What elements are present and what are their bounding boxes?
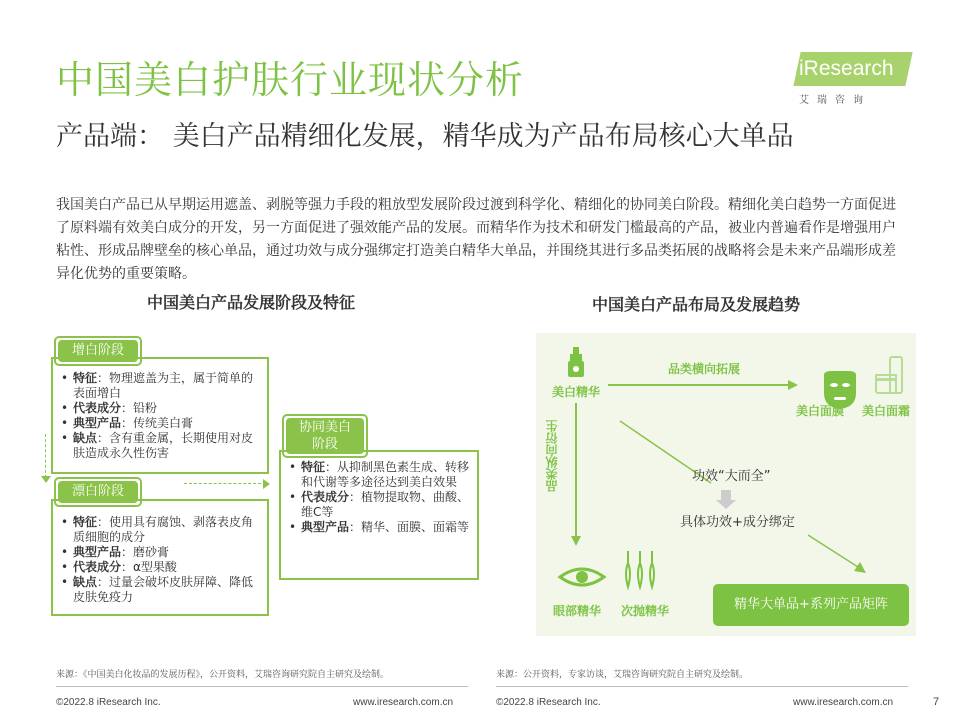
eye-icon: [560, 569, 604, 585]
vertical-derivation-label: 品类纵向衍生: [545, 420, 559, 492]
stage1-tag: 增白阶段: [58, 340, 138, 362]
logo-subtitle: 艾瑞咨询: [799, 95, 871, 106]
stage2-box: [51, 499, 269, 616]
stage2-feature: • 特征：使用具有腐蚀、剥落表皮角质细胞的成分: [59, 515, 265, 545]
footer-divider-right: [496, 686, 908, 687]
intro-paragraph: 我国美白产品已从早期运用遮盖、剥脱等强力手段的粗放型发展阶段过渡到科学化、精细化的协同美白阶段。精细化美白趋势一方面促进了原料端有效美白成分的开发，另一方面促进了强效能产品的发展。而精华作为技术和研发门槛最高的产品，被业内普遍看作是增强用户粘性、形成品牌壁垒的核心单品，通过功效与成分强绑定打造美白精华大单品，并围绕其进行多品类拓展的战略将会是未来产品端形成差异化优势的重要策略。: [56, 197, 896, 282]
stage3-features: [287, 460, 475, 535]
stage1-feature: • 特征：物理遮盖为主，属于简单的表面增白: [59, 371, 265, 401]
page-title: 中国美白护肤行业现状分析: [56, 58, 525, 102]
copyright-right: ©2022.8 iResearch Inc.: [496, 697, 601, 708]
left-section-title: 中国美白产品发展阶段及特征: [147, 293, 356, 312]
arrow-right-icon: [788, 380, 798, 390]
cream-label: 美白面霜: [862, 404, 911, 418]
stage-connector-line: [184, 483, 266, 484]
stage2-features: [59, 515, 265, 605]
source-left: 来源：《中国美白化妆品的发展历程》，公开资料，艾瑞咨询研究院自主研究及绘制。: [56, 670, 390, 680]
eye-serum-label: 眼部精华: [553, 604, 602, 618]
concept-broad: 功效“大而全”: [692, 469, 771, 484]
stage3-ingredient: • 代表成分：植物提取物、曲酸、维C等: [287, 490, 475, 520]
arrow-right-icon: [263, 479, 270, 489]
stage1-ingredient: • 代表成分：铅粉: [59, 401, 265, 416]
stage3-feature: • 特征：从抑制黑色素生成、转移和代谢等多途径达到美白效果: [287, 460, 475, 490]
arrow-down-icon: [571, 536, 581, 546]
stage2-drawback: • 缺点：过量会破坏皮肤屏障、降低皮肤免疫力: [59, 575, 265, 605]
stage2-product: • 典型产品：磨砂膏: [59, 545, 265, 560]
page-subtitle: 产品端： 美白产品精细化发展，精华成为产品布局核心大单品: [56, 121, 794, 152]
right-section-title: 中国美白产品布局及发展趋势: [592, 295, 801, 314]
mask-label: 美白面膜: [796, 404, 845, 418]
iresearch-logo: [793, 52, 911, 106]
logo-brand: iResearch: [799, 57, 894, 80]
url-right[interactable]: www.iresearch.com.cn: [793, 697, 894, 708]
ampoule-label: 次抛精华: [621, 604, 670, 618]
footer-divider-left: [56, 686, 468, 687]
concept-bound: 具体功效+成分绑定: [680, 515, 795, 530]
result-banner: 精华大单品+系列产品矩阵: [713, 584, 909, 626]
stage3-product: • 典型产品：精华、面膜、面霜等: [287, 520, 475, 535]
serum-label: 美白精华: [552, 385, 601, 399]
ampoule-icon: [626, 551, 654, 587]
copyright-left: ©2022.8 iResearch Inc.: [56, 697, 161, 708]
stage1-drawback: • 缺点：含有重金属，长期使用对皮肤造成永久性伤害: [59, 431, 265, 461]
stage1-product: • 典型产品：传统美白膏: [59, 416, 265, 431]
stage3-box: [279, 450, 479, 580]
trend-line-lower: [808, 535, 858, 567]
stage2-tag: 漂白阶段: [58, 481, 138, 503]
cream-jar-icon: [876, 357, 902, 393]
horizontal-expansion-label: 品类横向拓展: [668, 362, 741, 376]
stage1-features: [59, 371, 265, 461]
serum-bottle-icon: [568, 347, 584, 377]
stage3-tag-line1: 协同美白: [298, 420, 351, 435]
page-number: 7: [933, 696, 940, 708]
arrow-diagonal-icon: [854, 562, 866, 573]
url-left[interactable]: www.iresearch.com.cn: [353, 697, 454, 708]
concept-arrow-down-icon: [716, 500, 736, 509]
arrow-down-icon: [41, 476, 51, 483]
source-right: 来源：公开资料，专家访谈，艾瑞咨询研究院自主研究及绘制。: [496, 670, 749, 680]
stage3-tag: [286, 418, 364, 454]
stage1-box: [51, 357, 269, 474]
stage3-tag-line2: 阶段: [311, 437, 338, 452]
stage2-ingredient: • 代表成分：α型果酸: [59, 560, 265, 575]
stage-connector-line: [45, 434, 46, 478]
